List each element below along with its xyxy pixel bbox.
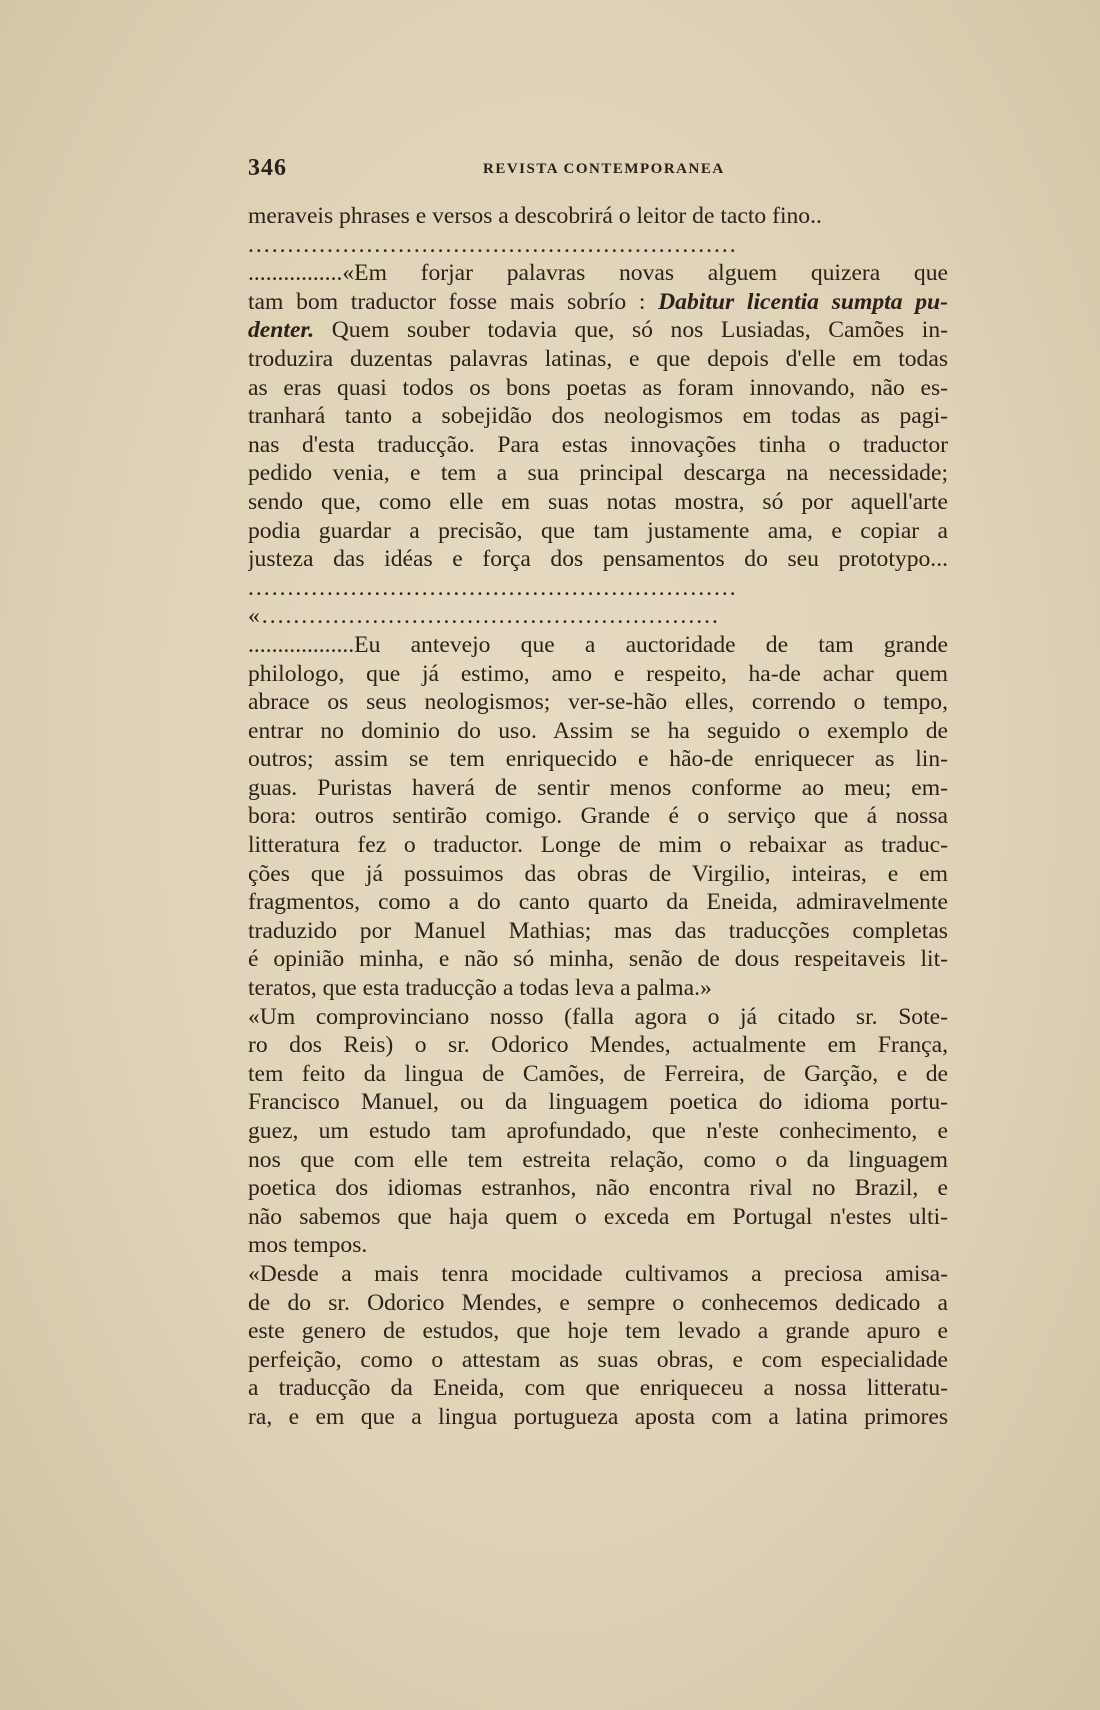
line-text: não sabemos que haja quem o exceda em Portugal n'estes ulti-: [248, 1203, 948, 1230]
text-line: [248, 1174, 948, 1203]
text-line: [248, 688, 948, 717]
line-text: este genero de estudos, que hoje tem levado a grande apuro e: [248, 1318, 948, 1345]
line-text: tam bom traductor fosse mais sobrío :: [248, 288, 659, 315]
text-line: [248, 259, 948, 288]
line-text: de do sr. Odorico Mendes, e sempre o conhecemos dedicado a: [248, 1289, 948, 1316]
text-line: [248, 488, 948, 517]
text-line: [248, 1317, 948, 1346]
text-line: [248, 1346, 948, 1375]
text-line: [248, 660, 948, 689]
line-text: «Desde a mais tenra mocidade cultivamos a preciosa amisa-: [248, 1260, 948, 1287]
text-line: [248, 860, 948, 889]
line-text: tem feito da lingua de Camões, de Ferreira, de Garção, e de: [248, 1060, 948, 1087]
line-text: entrar no dominio do uso. Assim se ha seguido o exemplo de: [248, 717, 948, 744]
text-line: [248, 1146, 948, 1175]
text-line: [248, 1031, 948, 1060]
line-text: perfeição, como o attestam as suas obras, e com especialidade: [248, 1346, 948, 1373]
text-line: [248, 517, 948, 546]
ellipsis-line: «..........................................................: [248, 603, 720, 630]
body-text: [248, 202, 948, 1432]
text-line: [248, 745, 948, 774]
line-text: nas d'esta traducção. Para estas innovações tinha o traductor: [248, 431, 948, 458]
text-line: [248, 1117, 948, 1146]
line-text: a traducção da Eneida, com que enriqueceu a nossa litteratu-: [248, 1375, 948, 1402]
line-text: guez, um estudo tam aprofundado, que n'este conhecimento, e: [248, 1118, 948, 1144]
line-text: tranhará tanto a sobejidão dos neologismos em todas as pagi-: [248, 403, 948, 430]
text-line: [248, 1088, 948, 1117]
text-line: [248, 574, 948, 603]
line-text: traduzido por Manuel Mathias; mas das traducções completas: [248, 917, 948, 944]
text-line: [248, 288, 948, 317]
line-text: fragmentos, como a do canto quarto da Eneida, admiravelmente: [248, 889, 948, 916]
text-line: [248, 631, 948, 660]
text-line: [248, 431, 948, 460]
line-text: abrace os seus neologismos; ver-se-hão elles, correndo o tempo,: [248, 689, 948, 716]
line-text: podia guardar a precisão, que tam justamente ama, e copiar a: [248, 517, 948, 544]
text-line: [248, 717, 948, 746]
line-text: ..................Eu antevejo que a auctoridade de tam grande: [248, 631, 948, 658]
text-line: [248, 1003, 948, 1032]
text-line: [248, 231, 948, 260]
latin-quote: Dabitur licentia sumpta pu-: [658, 288, 948, 315]
running-head: REVISTA CONTEMPORANEA: [483, 161, 725, 177]
text-line: [248, 774, 948, 803]
line-text: poetica dos idiomas estranhos, não encontra rival no Brazil, e: [248, 1175, 948, 1202]
text-line: [248, 202, 948, 231]
line-text: litteratura fez o traductor. Longe de mim o rebaixar as traduc-: [248, 832, 948, 859]
text-line: [248, 545, 948, 574]
text-line: [248, 1203, 948, 1232]
text-line: [248, 945, 948, 974]
line-text: ções que já possuimos das obras de Virgilio, inteiras, e em: [248, 860, 948, 887]
text-line: [248, 974, 948, 1003]
text-line: [248, 1260, 948, 1289]
page-header: [248, 155, 948, 185]
text-line: [248, 917, 948, 946]
ellipsis-line: ..............................................................: [248, 231, 738, 258]
page-number: 346: [248, 155, 287, 181]
text-line: [248, 374, 948, 403]
latin-quote: denter.: [248, 317, 315, 344]
line-text: troduzira duzentas palavras latinas, e que depois d'elle em todas: [248, 345, 948, 372]
text-line: [248, 1374, 948, 1403]
text-line: [248, 888, 948, 917]
line-text: pedido venia, e tem a sua principal descarga na necessidade;: [248, 460, 948, 487]
text-line: [248, 602, 948, 631]
line-text: justeza das idéas e força dos pensamentos do seu prototypo...: [248, 546, 948, 573]
text-line: [248, 402, 948, 431]
line-text: é opinião minha, e não só minha, senão de dous respeitaveis lit-: [248, 946, 948, 973]
line-text: Quem souber todavia que, só nos Lusiadas, Camões in-: [314, 317, 948, 344]
line-text: ro dos Reis) o sr. Odorico Mendes, actualmente em França,: [248, 1032, 948, 1059]
line-text: nos que com elle tem estreita relação, como o da linguagem: [248, 1146, 948, 1173]
text-line: [248, 802, 948, 831]
line-text: meraveis phrases e versos a descobrirá o leitor de tacto fino..: [248, 203, 822, 229]
line-text: Francisco Manuel, ou da linguagem poetica do idioma portu-: [248, 1089, 948, 1116]
line-text: mos tempos.: [248, 1232, 368, 1259]
line-text: teratos, que esta traducção a todas leva a palma.»: [248, 975, 712, 1002]
text-line: [248, 1403, 948, 1432]
line-text: «Um comprovinciano nosso (falla agora o já citado sr. Sote-: [248, 1003, 948, 1030]
text-line: [248, 1231, 948, 1260]
line-text: bora: outros sentirão comigo. Grande é o serviço que á nossa: [248, 803, 948, 830]
line-text: outros; assim se tem enriquecido e hão-de enriquecer as lin-: [248, 746, 948, 773]
line-text: sendo que, como elle em suas notas mostra, só por aquell'arte: [248, 488, 948, 515]
text-line: [248, 831, 948, 860]
line-text: ra, e em que a lingua portugueza aposta com a latina primores: [248, 1403, 948, 1430]
line-text: as eras quasi todos os bons poetas as foram innovando, não es-: [248, 374, 948, 401]
text-line: [248, 459, 948, 488]
text-line: [248, 1060, 948, 1089]
line-text: ................«Em forjar palavras novas alguem quizera que: [248, 260, 948, 287]
text-line: [248, 316, 948, 345]
ellipsis-line: ..............................................................: [248, 574, 738, 601]
text-line: [248, 345, 948, 374]
text-line: [248, 1289, 948, 1318]
line-text: philologo, que já estimo, amo e respeito, ha-de achar quem: [248, 660, 948, 687]
line-text: guas. Puristas haverá de sentir menos conforme ao meu; em-: [248, 774, 948, 801]
